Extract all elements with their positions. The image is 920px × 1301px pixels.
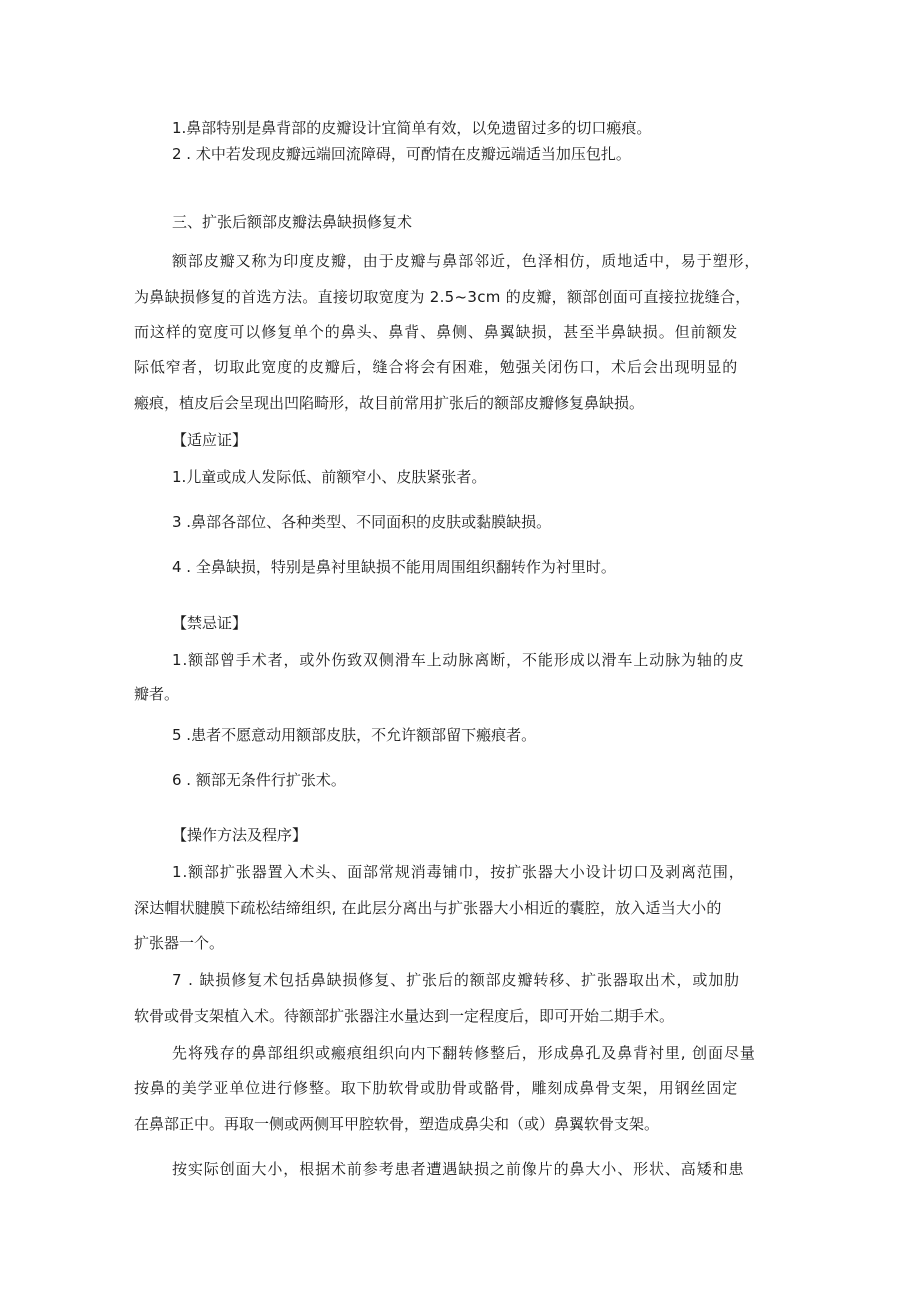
procedure-line: 按实际创面大小，根据术前参考患者遭遇缺损之前像片的鼻大小、形状、高矮和患 bbox=[172, 1160, 745, 1178]
contraindication-item: 5 .患者不愿意动用额部皮肤，不允许额部留下瘢痕者。 bbox=[172, 726, 537, 744]
contraindication-item: 1.额部曾手术者，或外伤致双侧滑车上动脉离断，不能形成以滑车上动脉为轴的皮 bbox=[172, 651, 745, 669]
paragraph-line: 为鼻缺损修复的首选方法。直接切取宽度为 2.5~3cm 的皮瓣，额部创面可直接拉拢缝合， bbox=[134, 288, 751, 306]
paragraph-line: 额部皮瓣又称为印度皮瓣，由于皮瓣与鼻部邻近，色泽相仿，质地适中，易于塑形， bbox=[172, 252, 761, 270]
indication-item: 1.儿童或成人发际低、前额窄小、皮肤紧张者。 bbox=[172, 468, 487, 486]
contraindication-item-cont: 瓣者。 bbox=[134, 685, 180, 703]
procedure-line: 扩张器一个。 bbox=[134, 934, 225, 952]
procedure-line: 深达帽状腱膜下疏松结缔组织, 在此层分离出与扩张器大小相近的囊腔，放入适当大小的 bbox=[134, 899, 722, 917]
procedure-line: 软骨或骨支架植入术。待额部扩张器注水量达到一定程度后，即可开始二期手术。 bbox=[134, 1007, 675, 1025]
note-item-1: 1.鼻部特别是鼻背部的皮瓣设计宜简单有效，以免遗留过多的切口瘢痕。 bbox=[172, 119, 652, 137]
paragraph-line: 瘢痕，植皮后会呈现出凹陷畸形，故目前常用扩张后的额部皮瓣修复鼻缺损。 bbox=[134, 394, 645, 412]
contraindication-item: 6 . 额部无条件行扩张术。 bbox=[172, 771, 346, 789]
section-heading: 三、扩张后额部皮瓣法鼻缺损修复术 bbox=[172, 213, 413, 231]
procedure-line: 按鼻的美学亚单位进行修整。取下肋软骨或肋骨或骼骨，雕刻成鼻骨支架，用钢丝固定 bbox=[134, 1079, 739, 1097]
paragraph-line: 而这样的宽度可以修复单个的鼻头、鼻背、鼻侧、鼻翼缺损，甚至半鼻缺损。但前额发 bbox=[134, 323, 739, 341]
indication-item: 4 . 全鼻缺损，特别是鼻衬里缺损不能用周围组织翻转作为衬里时。 bbox=[172, 558, 616, 576]
procedure-heading: 【操作方法及程序】 bbox=[172, 826, 308, 844]
procedure-line: 在鼻部正中。再取一侧或两侧耳甲腔软骨，塑造成鼻尖和（或）鼻翼软骨支架。 bbox=[134, 1115, 660, 1133]
note-item-2: 2 . 术中若发现皮瓣远端回流障碍，可酌情在皮瓣远端适当加压包扎。 bbox=[172, 145, 631, 163]
indication-item: 3 .鼻部各部位、各种类型、不同面积的皮肤或黏膜缺损。 bbox=[172, 513, 552, 531]
contraindications-heading: 【禁忌证】 bbox=[172, 614, 248, 632]
indications-heading: 【适应证】 bbox=[172, 431, 248, 449]
procedure-line: 先将残存的鼻部组织或瘢痕组织向内下翻转修整后，形成鼻孔及鼻背衬里, 创面尽量 bbox=[172, 1044, 756, 1062]
paragraph-line: 际低窄者，切取此宽度的皮瓣后，缝合将会有困难，勉强关闭伤口，术后会出现明显的 bbox=[134, 358, 739, 376]
procedure-line: 1.额部扩张器置入术头、面部常规消毒铺巾，按扩张器大小设计切口及剥离范围， bbox=[172, 863, 745, 881]
procedure-line: 7 . 缺损修复术包括鼻缺损修复、扩张后的额部皮瓣转移、扩张器取出术，或加肋 bbox=[172, 971, 741, 989]
